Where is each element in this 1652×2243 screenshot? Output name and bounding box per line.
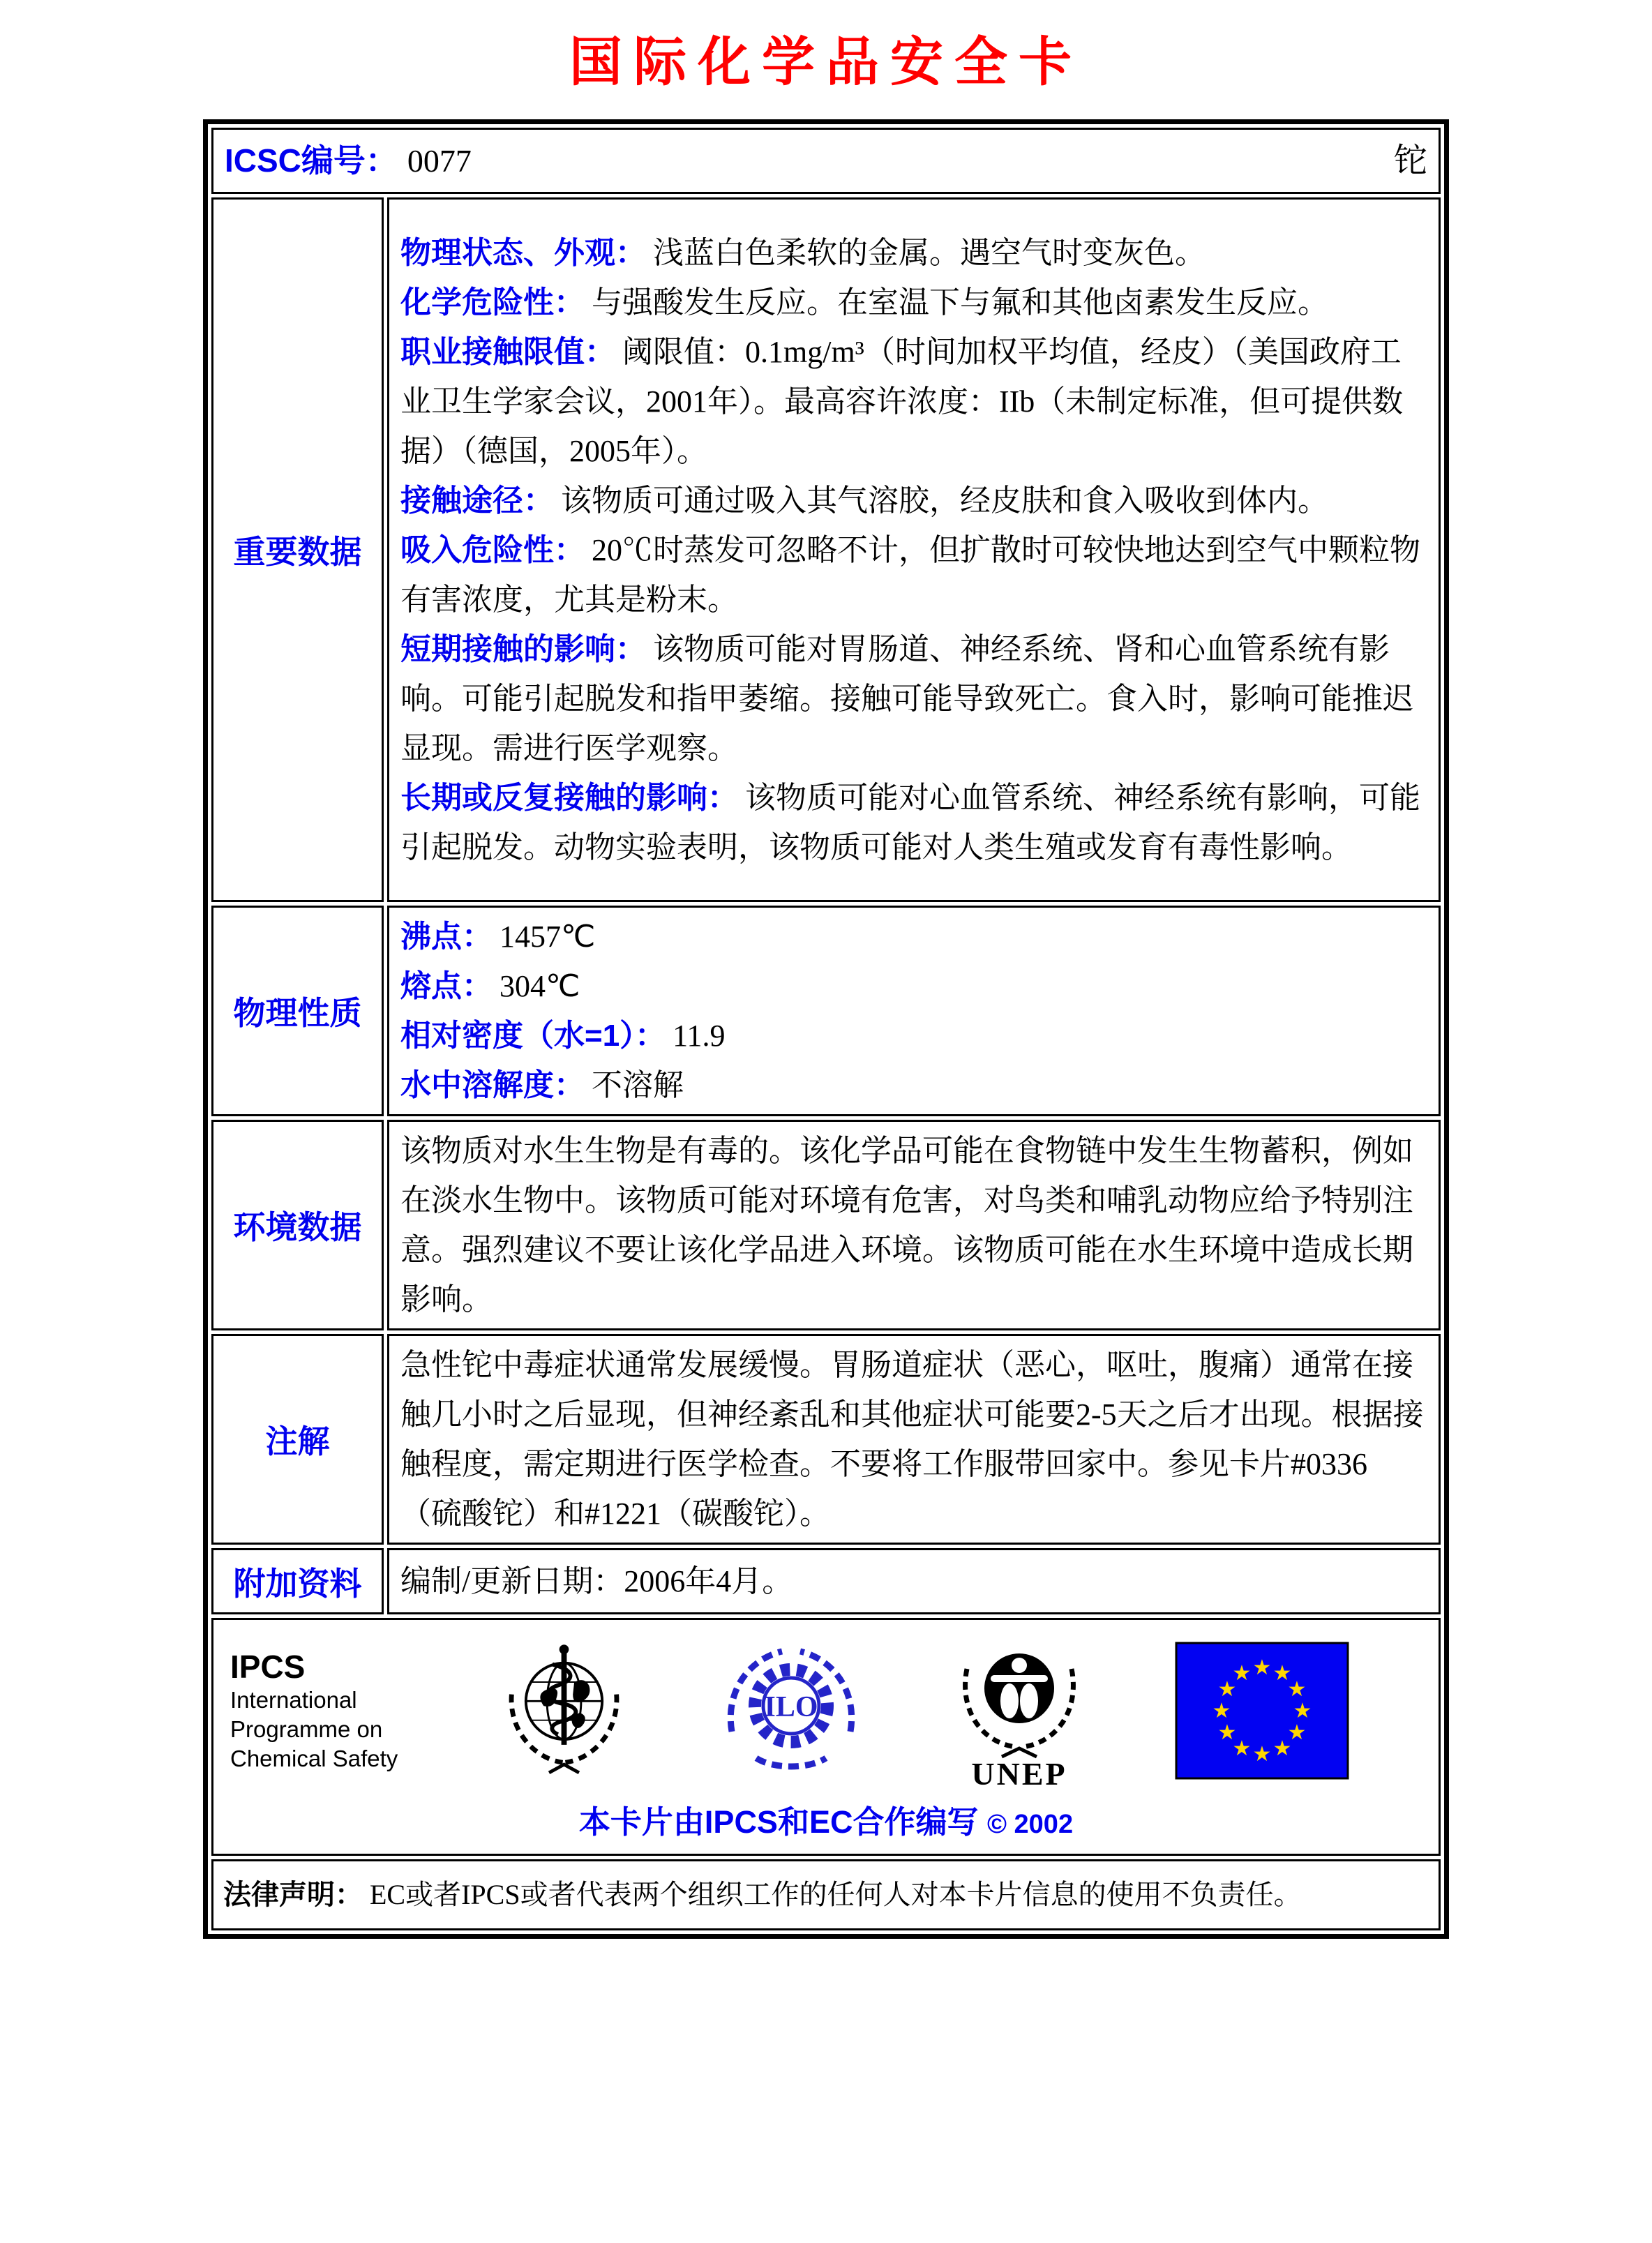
field-melting-point [400, 961, 1427, 1011]
cooperation-caption-text: 本卡片由IPCS和EC合作编写 [578, 1804, 979, 1840]
svg-text:★: ★ [1232, 1736, 1252, 1761]
field-label: 职业接触限值： [400, 334, 615, 369]
field-value: 浅蓝白色柔软的金属。遇空气时变灰色。 [653, 235, 1206, 270]
eu-flag-icon [1175, 1642, 1349, 1780]
field-label: 短期接触的影响： [400, 631, 646, 666]
svg-text:★: ★ [1287, 1677, 1307, 1702]
svg-text:★: ★ [1232, 1661, 1252, 1686]
field-label: 物理状态、外观： [400, 235, 646, 270]
svg-text:★: ★ [1252, 1742, 1272, 1766]
svg-text:★: ★ [1272, 1736, 1292, 1761]
field-value: 该物质可能对心血管系统、神经系统有影响，可能引起脱发。动物实验表明，该物质可能对人类生殖或发育有毒性影响。 [400, 780, 1420, 864]
field-label: 相对密度（水=1）： [400, 1019, 666, 1053]
logos-cell [211, 1618, 1441, 1856]
important-data-row [211, 197, 1441, 902]
notes-row [211, 1334, 1441, 1545]
icsc-number-value: 0077 [407, 143, 472, 179]
environment-data-row [211, 1120, 1441, 1330]
svg-text:★: ★ [1217, 1720, 1237, 1745]
who-logo-icon [493, 1640, 636, 1783]
section-label-notes: 注解 [211, 1334, 384, 1545]
svg-text:★: ★ [1293, 1699, 1312, 1723]
svg-text:★: ★ [1287, 1720, 1307, 1745]
svg-text:★: ★ [1212, 1699, 1231, 1723]
legal-notice-text: EC或者IPCS或者代表两个组织工作的任何人对本卡片信息的使用不负责任。 [370, 1879, 1302, 1910]
ilo-logo-text: ILO [763, 1690, 818, 1723]
field-chemical-danger [400, 278, 1427, 327]
field-value: 1457℃ [500, 920, 596, 954]
icsc-number-label: ICSC编号： [225, 142, 398, 179]
additional-info-content [387, 1548, 1441, 1614]
icsc-number-group [225, 136, 472, 186]
field-value: 该物质可能对胃肠道、神经系统、肾和心血管系统有影响。可能引起脱发和指甲萎缩。接触可能导致死亡。食入时，影响可能推迟显现。需进行医学观察。 [400, 631, 1413, 765]
copyright-text: © 2002 [986, 1810, 1074, 1839]
legal-notice-label: 法律声明： [223, 1880, 363, 1910]
header-row [211, 128, 1441, 194]
field-value: 阈限值：0.1mg/m³（时间加权平均值，经皮）（美国政府工业卫生学家会议，2001年）。最高容许浓度：IIb（未制定标准，但可提供数据）（德国，2005年）。 [400, 334, 1404, 468]
header-cell [211, 128, 1441, 194]
legal-notice [223, 1875, 1429, 1914]
notes-text: 急性铊中毒症状通常发展缓慢。胃肠道症状（恶心，呕吐，腹痛）通常在接触几小时之后显现，但神经紊乱和其他症状可能要2-5天之后才出现。根据接触程度，需定期进行医学检查。不要将工作服带回家中。参见卡片#0336（硫酸铊）和#1221（碳酸铊）。 [400, 1348, 1424, 1531]
ipcs-text-block [230, 1648, 410, 1773]
svg-text:★: ★ [1252, 1656, 1272, 1680]
field-inhalation-risk [400, 525, 1427, 624]
field-label: 长期或反复接触的影响： [400, 780, 738, 815]
field-water-solubility [400, 1060, 1427, 1110]
section-label-additional: 附加资料 [211, 1548, 384, 1614]
field-value: 304℃ [500, 969, 580, 1003]
chemical-name: 铊 [1393, 142, 1427, 179]
field-boiling-point [400, 912, 1427, 961]
field-label: 化学危险性： [400, 285, 585, 320]
svg-text:★: ★ [1272, 1661, 1292, 1686]
environment-text: 该物质对水生生物是有毒的。该化学品可能在食物链中发生生物蓄积，例如在淡水生物中。该物质可能对环境有危害，对鸟类和哺乳动物应给予特别注意。强烈建议不要让该化学品进入环境。该物质可能在水生环境中造成长期影响。 [400, 1134, 1413, 1316]
svg-text:★: ★ [1217, 1677, 1237, 1702]
icsc-card-page [0, 20, 1652, 1939]
field-short-term-effects [400, 624, 1427, 773]
ipcs-full-name: International Programme on Chemical Safety [230, 1687, 398, 1771]
logos-row [211, 1618, 1441, 1856]
page-title: 国际化学品安全卡 [569, 33, 1083, 92]
cooperation-caption [225, 1797, 1427, 1850]
field-value: 与强酸发生反应。在室温下与氟和其他卤素发生反应。 [592, 285, 1328, 320]
section-label-environment: 环境数据 [211, 1120, 384, 1330]
legal-notice-cell [211, 1859, 1441, 1930]
notes-content [387, 1334, 1441, 1545]
additional-info-text: 编制/更新日期：2006年4月。 [400, 1564, 793, 1598]
field-value: 11.9 [673, 1019, 726, 1053]
field-value: 不溶解 [592, 1068, 684, 1102]
physical-properties-content [387, 906, 1441, 1116]
field-label: 水中溶解度： [400, 1068, 585, 1102]
field-label: 沸点： [400, 920, 493, 954]
unep-logo-icon [946, 1627, 1092, 1794]
field-exposure-routes [400, 476, 1427, 525]
ipcs-acronym: IPCS [230, 1649, 306, 1685]
section-label-important: 重要数据 [211, 197, 384, 902]
environment-data-content [387, 1120, 1441, 1330]
field-value: 20℃时蒸发可忽略不计，但扩散时可较快地达到空气中颗粒物有害浓度，尤其是粉末。 [400, 532, 1420, 617]
field-relative-density [400, 1011, 1427, 1060]
legal-notice-row [211, 1859, 1441, 1930]
section-label-physical: 物理性质 [211, 906, 384, 1116]
additional-info-row [211, 1548, 1441, 1614]
field-occupational-limits [400, 327, 1427, 476]
ilo-logo-icon [718, 1640, 864, 1783]
physical-properties-row [211, 906, 1441, 1116]
field-value: 该物质可通过吸入其气溶胶，经皮肤和食入吸收到体内。 [561, 483, 1328, 518]
field-label: 吸入危险性： [400, 532, 585, 567]
field-long-term-effects [400, 773, 1427, 872]
important-data-content [387, 197, 1441, 902]
field-label: 熔点： [400, 969, 493, 1003]
unep-logo-text: UNEP [971, 1756, 1067, 1792]
field-physical-state [400, 228, 1427, 278]
icsc-card-table [203, 119, 1449, 1939]
field-label: 接触途径： [400, 483, 554, 518]
